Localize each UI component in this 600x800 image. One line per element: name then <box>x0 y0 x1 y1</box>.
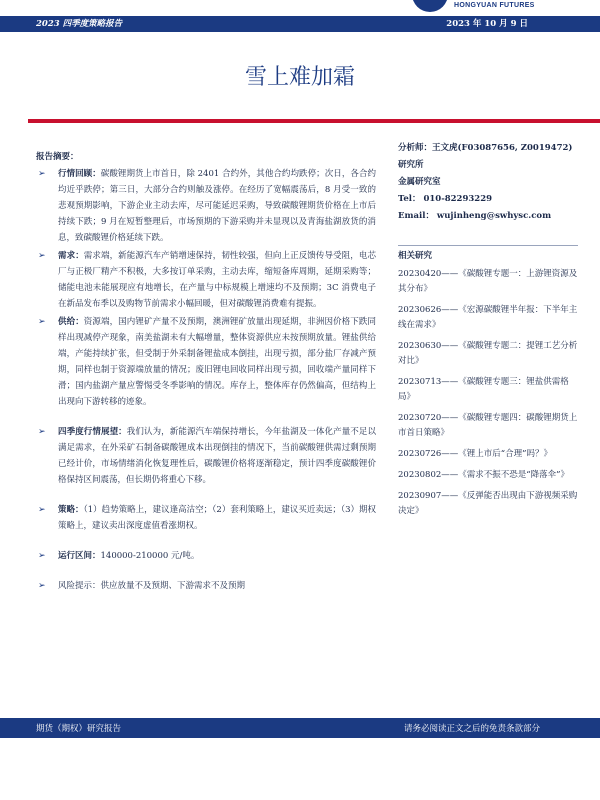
summary-item <box>36 248 376 312</box>
summary-item-head: 供给： <box>58 317 84 327</box>
related-item[interactable]: 20230907——《反弹能否出现由下游视频采购决定》 <box>398 491 578 516</box>
arrow-bullet-icon: ➢ <box>38 317 46 327</box>
logo-mark-icon <box>412 0 448 12</box>
summary-item <box>36 548 376 564</box>
analyst-name: 分析师：王文虎(F03087656, Z0019472) <box>398 143 573 153</box>
summary-item-text: 碳酸锂期货上市首日，除 2401 合约外，其他合约均跌停；次日，各合约均近乎跌停；第三日，大部分合约则触及涨停。在经历了宽幅震荡后，8 月受一致的悲观预期影响，下游企业主动去库，尽可能延迟采购，导致碳酸锂期货价格在上市后持续下跌；9 月在短暂整理后，市场预期的下游采购并未显现以及青海盐湖放货的消息，致碳酸锂价格延续下跌。 <box>58 169 376 243</box>
report-series: 2023 四季度策略报告 <box>36 19 123 29</box>
analyst-dept: 研究所 <box>398 160 424 170</box>
summary-items <box>36 166 376 594</box>
summary-item <box>36 166 376 246</box>
analyst-team: 金属研究室 <box>398 177 441 187</box>
summary-item-head: 行情回顾： <box>58 169 101 179</box>
related-item[interactable]: 20230720——《碳酸锂专题四：碳酸锂期货上市首日策略》 <box>398 413 578 438</box>
summary-item-head: 策略： <box>58 505 84 515</box>
summary-section <box>36 150 376 596</box>
arrow-bullet-icon: ➢ <box>38 505 46 515</box>
title-divider <box>28 119 600 123</box>
summary-item <box>36 424 376 488</box>
arrow-bullet-icon: ➢ <box>38 251 46 261</box>
header-bar <box>0 0 600 36</box>
related-item[interactable]: 20230630——《碳酸锂专题二：提锂工艺分析对比》 <box>398 341 578 366</box>
footer-bar <box>0 718 600 738</box>
related-item[interactable]: 20230626——《宏源碳酸锂半年报：下半年主线在需求》 <box>398 305 578 330</box>
page-title: 雪上难加霜 <box>244 65 355 90</box>
summary-item-text: 风险提示：供应放量不及预期、下游需求不及预期 <box>58 581 246 591</box>
summary-item <box>36 502 376 534</box>
summary-item <box>36 314 376 410</box>
summary-item-head: 需求： <box>58 251 84 261</box>
logo-text: HONGYUAN FUTURES <box>454 2 535 9</box>
arrow-bullet-icon: ➢ <box>38 427 46 437</box>
summary-item-text: （1）趋势策略上，建议逢高沽空；（2）套利策略上，建议买近卖远；（3）期权策略上，建议卖出深度虚值看涨期权。 <box>58 505 376 531</box>
related-item[interactable]: 20230802——《需求不振不恐是“降落伞”》 <box>398 470 569 480</box>
report-date: 2023 年 10 月 9 日 <box>446 19 528 29</box>
arrow-bullet-icon: ➢ <box>38 169 46 179</box>
summary-item-text: 需求端，新能源汽车产销增速保持，韧性较强，但向上正反馈传导受阻，电芯厂与正极厂精产不积极，大多按订单采购，主动去库，缩短备库周期，延期采购等；储能电池未能展现应有地增长，在产量与中标规模上增速均不及预期；3C 消费电子在新品发布季以及购物节前需求小幅回暖，但对碳酸锂消费难有提振。 <box>58 251 376 309</box>
analyst-block <box>398 140 578 225</box>
related-item[interactable]: 20230726——《锂上市后“合理”吗？》 <box>398 449 552 459</box>
analyst-tel: Tel： 010-82293229 <box>398 194 493 204</box>
arrow-bullet-icon: ➢ <box>38 581 46 591</box>
arrow-bullet-icon: ➢ <box>38 551 46 561</box>
summary-item-text: 140000-210000 元/吨。 <box>100 551 200 561</box>
footer-left: 期货（期权）研究报告 <box>36 724 122 734</box>
summary-item-text: 我们认为，新能源汽车端保持增长，今年盐湖及一体化产量不足以满足需求，在外采矿石制备碳酸锂成本出现倒挂的情况下，当前碳酸锂供需过剩预期已经计价，市场情绪消化恢复理性后，碳酸锂价格将逐渐稳定，预计四季度碳酸锂价格保持区间震荡，但长期仍将重心下移。 <box>58 427 376 485</box>
summary-item-text: 资源端，国内锂矿产量不及预期，澳洲锂矿放量出现延期，非洲因价格下跌同样出现减停产现象，南美盐湖未有大幅增量，整体资源供应未按预期放量。锂盐供给端，产能持续扩张，但受制于外采制备锂盐成本倒挂，出现亏损，部分盐厂存减产预期，同样也制于资源端放量的情况；废旧锂电回收同样出现亏损，回收端产量同样下滑；国内盐湖产量应警惕受冬季影响的情况。库存上，整体库存仍然偏高，但结构上出现向下游转移的迹象。 <box>58 317 376 407</box>
related-item[interactable]: 20230420——《碳酸锂专题一：上游锂资源及其分布》 <box>398 269 578 294</box>
related-list <box>398 267 578 519</box>
analyst-email[interactable]: Email： wujinheng@swhysc.com <box>398 211 552 221</box>
company-logo <box>400 0 600 16</box>
summary-item <box>36 578 376 594</box>
sidebar <box>398 140 578 525</box>
related-item[interactable]: 20230713——《碳酸锂专题三：锂盐供需格局》 <box>398 377 569 402</box>
summary-item-head: 四季度行情展望： <box>58 427 127 437</box>
summary-heading: 报告摘要： <box>36 152 79 162</box>
related-heading: 相关研究 <box>398 245 578 261</box>
footer-right: 请务必阅读正文之后的免责条款部分 <box>403 724 540 734</box>
summary-item-head: 运行区间： <box>58 551 101 561</box>
